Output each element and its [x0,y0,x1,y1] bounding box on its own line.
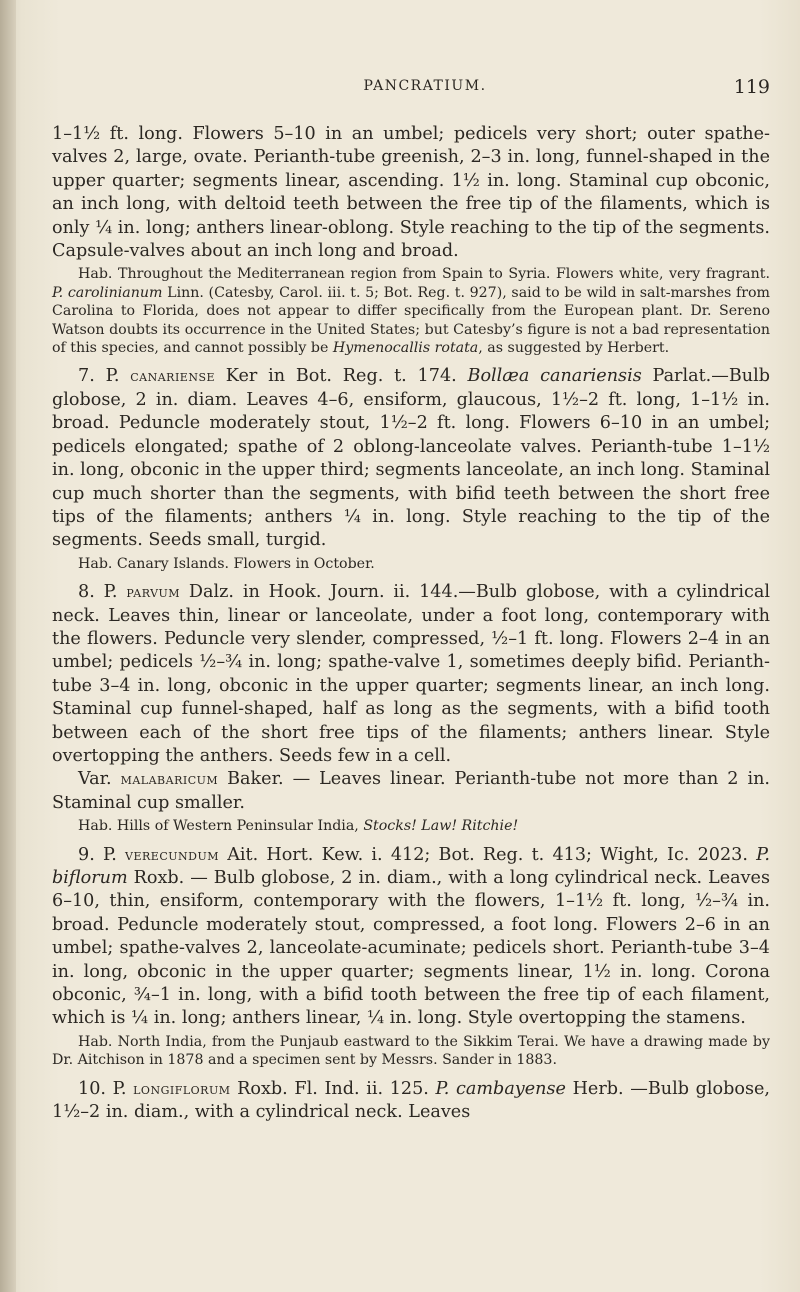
species-description: 8. P. parvum Dalz. in Hook. Journ. ii. 144.—Bulb globose, with a cylindrical neck. Leaves thin, linear or lanceolate, under a foot long, contemporary with the flowers. Peduncle very slender, compressed, ½–1 ft. long. Flowers 2–4 in an umbel; pedicels ½–¾ in. long; spathe-valve 1, sometimes deeply bifid. Perianth-tube 3–4 in. long, obconic in the upper quarter; segments linear, an inch long. Staminal cup funnel-shaped, half as long as the segments, with a bifid tooth between each of the short free tips of the filaments; anthers linear. Style overtopping the anthers. Seeds few in a cell. [52,582,771,766]
habitat-note: Hab. Hills of Western Peninsular India, Stocks! Law! Ritchie! [78,818,519,835]
page-header [80,76,770,102]
synonym: P. cambayense [435,1078,566,1099]
species-description: 10. P. longiflorum Roxb. Fl. Ind. ii. 125. P. cambayense Herb. —Bulb globose, 1½–2 in. diam., with a cylindrical neck. Leaves [52,1078,770,1123]
running-head: PANCRATIUM. [363,78,487,94]
habitat-note: Hab. North India, from the Punjaub eastward to the Sikkim Terai. We have a drawing made by Dr. Aitchison in 1878 and a specimen sent by Messrs. Sander in 1883. [52,1033,770,1069]
species-entry-8 [52,581,770,835]
species-epithet: verecundum [125,845,219,864]
species-epithet: parvum [126,583,181,602]
species-description: 7. P. canariense Ker in Bot. Reg. t. 174. Bollæa canariensis Parlat.—Bulb globose, 2 in. diam. Leaves 4–6, ensiform, glaucous, 1½–2 ft. long, 1–1½ in. broad. Peduncle moderately stout, 1½–2 ft. long. Flowers 6–10 in an umbel; pedicels elongated; spathe of 2 oblong-lanceolate valves. Perianth-tube 1–1½ in. long, obconic in the upper third; segments lanceolate, an inch long. Staminal cup much shorter than the segments, with bifid teeth between the short free tips of the filaments; anthers ¼ in. long. Style reaching to the tip of the segments. Seeds small, turgid. [52,366,770,551]
species-epithet: canariense [130,367,216,386]
habitat-note: Hab. Throughout the Mediterranean region from Spain to Syria. Flowers white, very fragrant. P. carolinianum Linn. (Catesby, Carol. iii. t. 5; Bot. Reg. t. 927), said to be wild in salt-marshes from Carolina to Florida, does not appear to differ specifically from the European plant. Dr. Sereno Watson doubts its occurrence in the United States; but Catesby’s figure is not a bad representation of this species, and cannot possibly be Hymenocallis rotata, as suggested by Herbert. [52,266,770,357]
species-epithet: longiflorum [133,1079,231,1098]
species-entry-7 [52,365,770,573]
page-body [52,123,770,1124]
species-entry-10 [52,1078,770,1125]
species-description: 9. P. verecundum Ait. Hort. Kew. i. 412; Bot. Reg. t. 413; Wight, Ic. 2023. P. biflorum Roxb. — Bulb globose, 2 in. diam., with a long cylindrical neck. Leaves 6–10, thin, ensiform, contemporary with the flowers, 1–1½ ft. long, ½–¾ in. broad. Peduncle moderately stout, compressed, a foot long. Flowers 2–6 in an umbel; spathe-valves 2, lanceolate-acuminate; pedicels short. Perianth-tube 3–4 in. long, obconic in the upper quarter; segments linear, 1½ in. long. Corona obconic, ¾–1 in. long, with a bifid tooth between the free tip of each filament, which is ¼ in. long; anthers linear, ¼ in. long. Style overtopping the stamens. [52,844,771,1029]
synonym: P. biflorum [52,844,771,888]
synonym: Bollæa canariensis [467,366,642,387]
page-number: 119 [733,76,770,98]
species-entry-9 [52,844,770,1070]
page-gutter-shadow [0,0,16,1292]
variety-name: malabaricum [120,770,219,789]
habitat-note: Hab. Canary Islands. Flowers in October. [78,555,375,572]
variety-description: Var. malabaricum Baker. — Leaves linear. Perianth-tube not more than 2 in. Staminal cup smaller. [52,769,770,813]
continued-description: 1–1½ ft. long. Flowers 5–10 in an umbel; pedicels very short; outer spathe-valves 2, large, ovate. Perianth-tube greenish, 2–3 in. long, funnel-shaped in the upper quarter; segments linear, ascending. 1½ in. long. Staminal cup obconic, an inch long, with deltoid teeth between the free tip of the filaments, which is only ¼ in. long; anthers linear-oblong. Style reaching to the tip of the segments. Capsule-valves about an inch long and broad. [52,124,770,262]
